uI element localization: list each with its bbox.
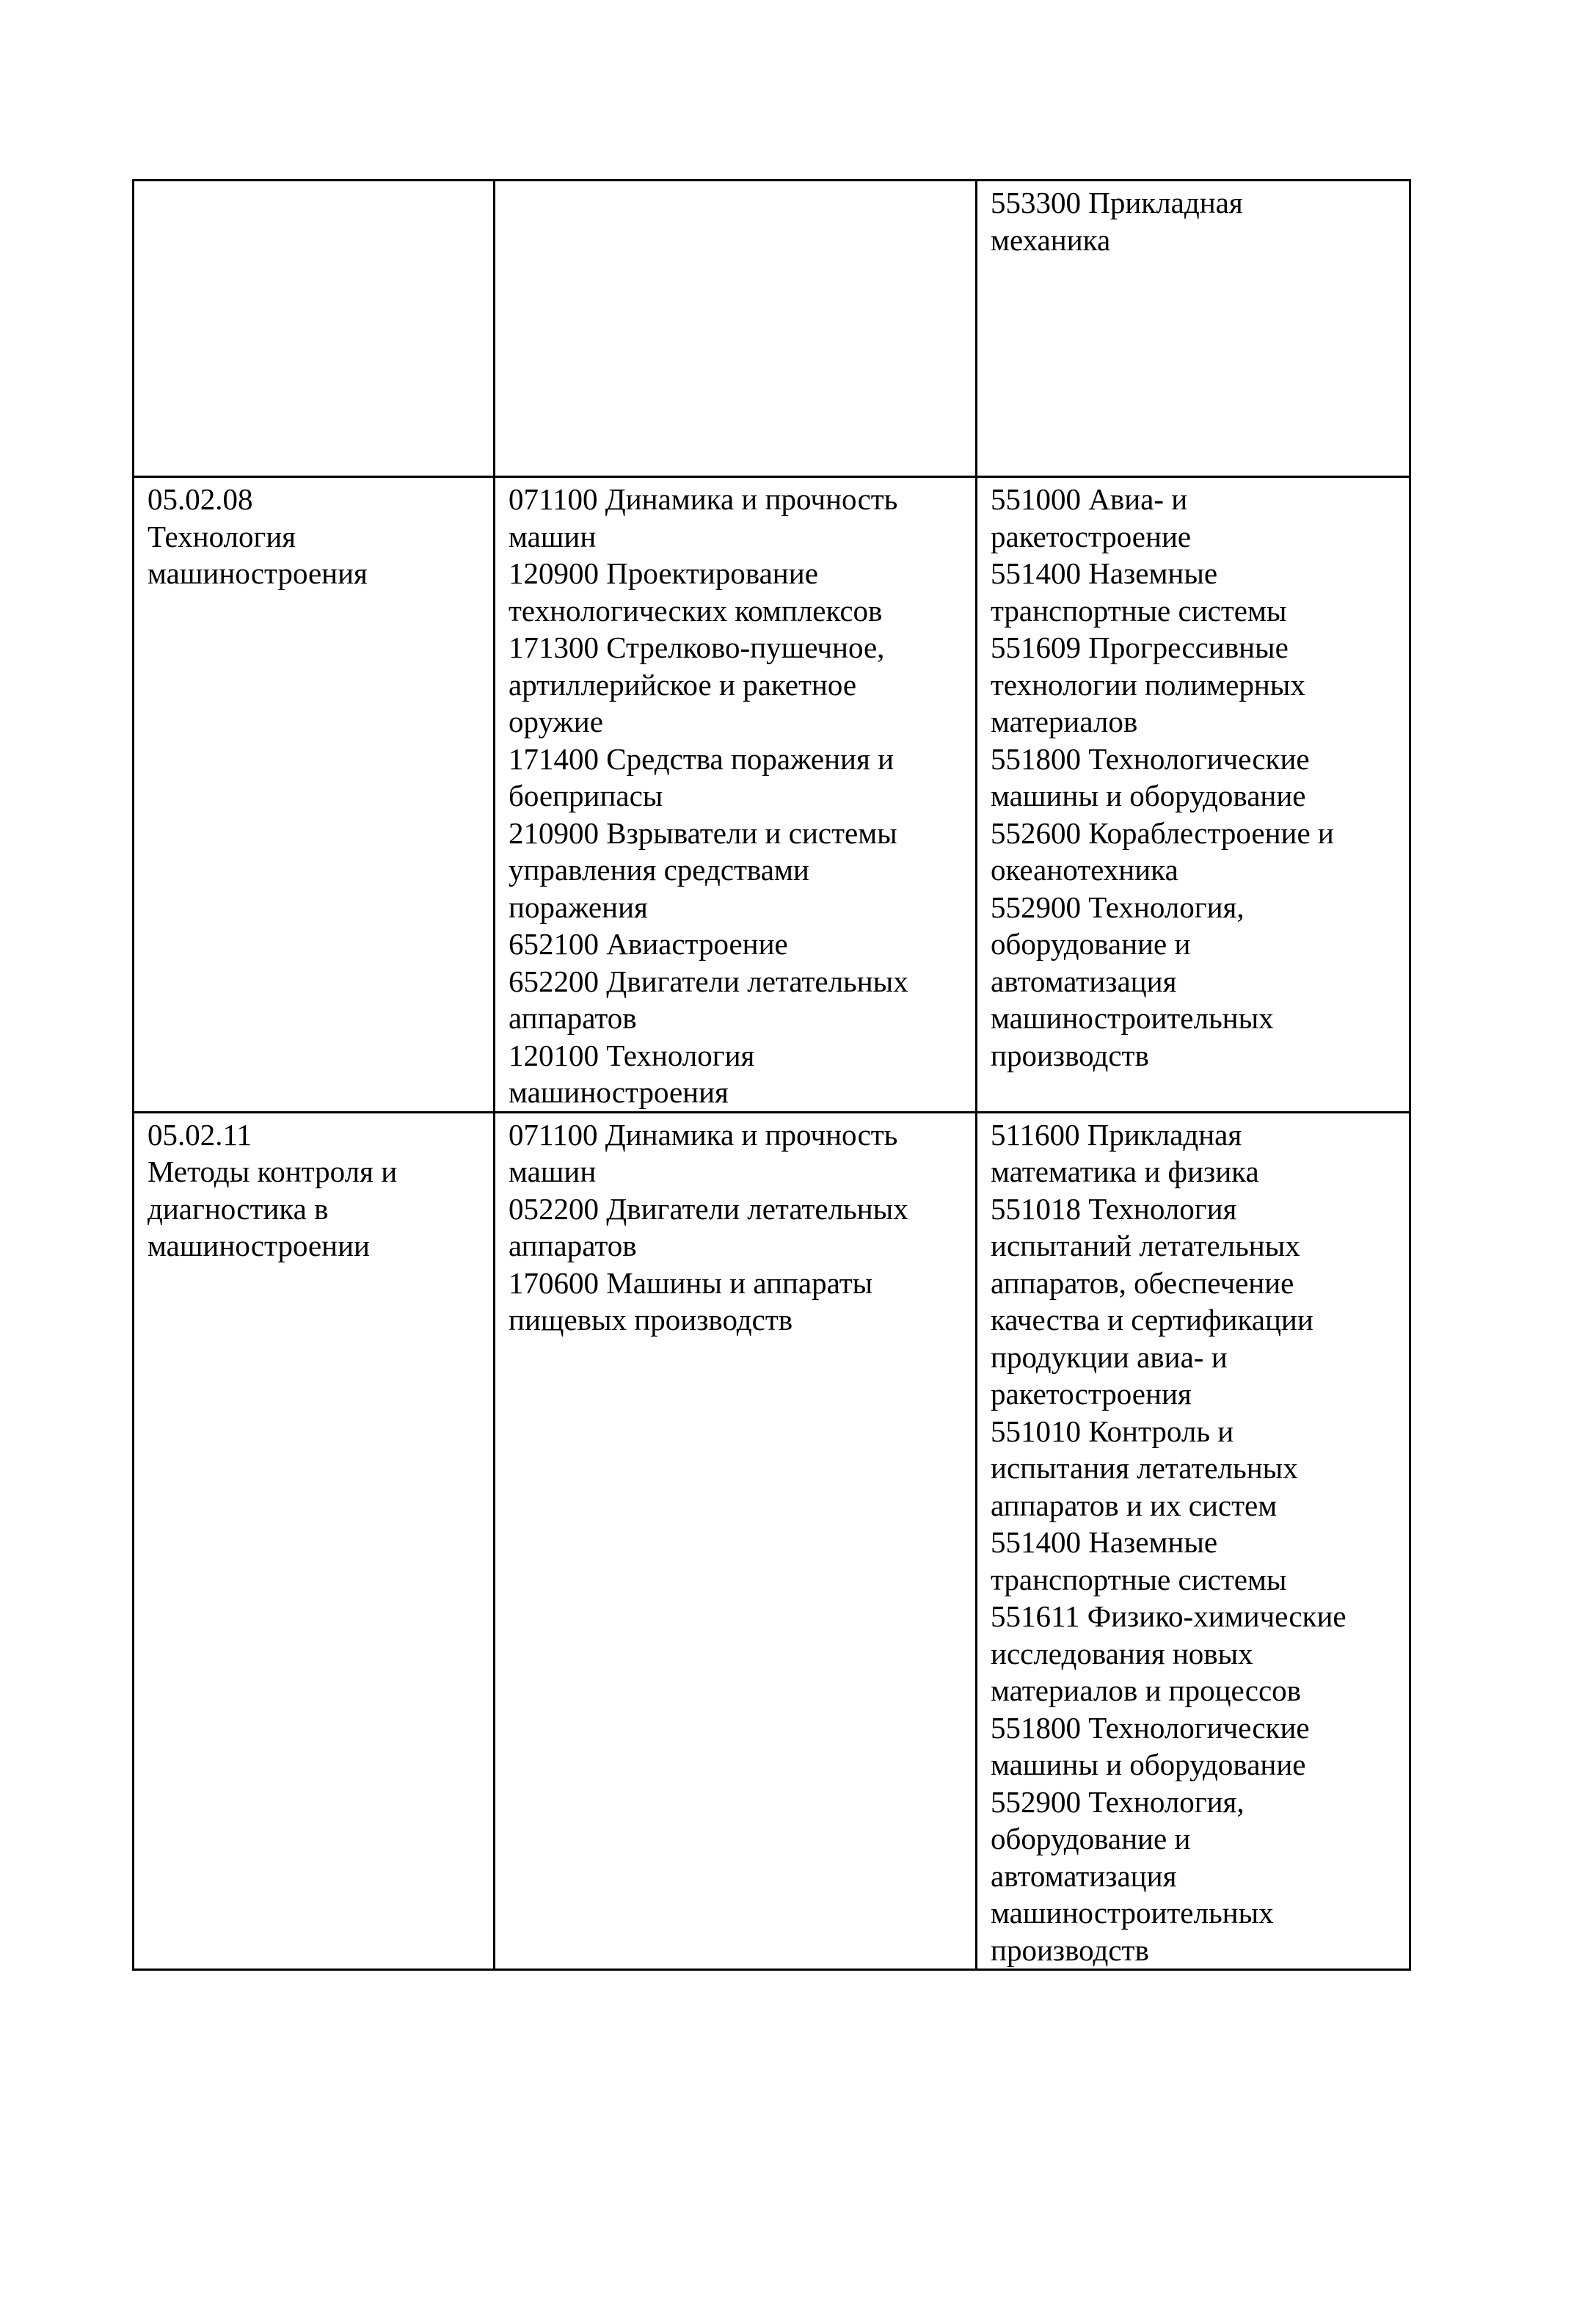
specialty-cell	[134, 181, 495, 477]
specialty-cell	[134, 1112, 495, 1970]
cell-text-line: аппаратов	[509, 1229, 637, 1262]
table-row	[134, 1112, 1410, 1970]
cell-text-line: автоматизация	[991, 1858, 1177, 1893]
bachelor-fields-cell	[977, 1112, 1410, 1970]
cell-text-line: 551611 Физико-химические	[991, 1599, 1347, 1633]
cell-text-line: машиностроительных	[991, 1896, 1274, 1930]
cell-text-line: 553300 Прикладная	[991, 186, 1243, 219]
cell-text-line: 551609 Прогрессивные	[991, 630, 1289, 664]
cell-text-line: материалов и процессов	[991, 1673, 1302, 1707]
cell-text-line: боеприпасы	[509, 779, 663, 813]
cell-text-line: математика и физика	[991, 1155, 1259, 1188]
cell-text-line: 511600 Прикладная	[991, 1117, 1242, 1152]
cell-text-line: ракетостроения	[991, 1377, 1192, 1411]
bachelor-fields-cell	[977, 181, 1410, 477]
cell-text-line: механика	[991, 222, 1111, 257]
cell-text-line: пищевых производств	[509, 1303, 793, 1337]
cell-text-line: 552600 Кораблестроение и	[991, 815, 1334, 850]
cell-text-line: океанотехника	[991, 853, 1178, 887]
cell-text-line: производств	[991, 1933, 1149, 1967]
cell-text-line: управления средствами	[509, 853, 809, 887]
cell-text-line: материалов	[991, 705, 1138, 738]
specialist-fields-cell	[495, 181, 977, 477]
cell-text-line: машиностроения	[509, 1075, 729, 1109]
cell-text-line: машин	[509, 519, 597, 553]
cell-text-line: исследования новых	[991, 1636, 1253, 1671]
specialty-table	[132, 179, 1411, 1971]
cell-text-line: продукции авиа- и	[991, 1339, 1228, 1374]
cell-text-line: Методы контроля и	[147, 1155, 398, 1188]
cell-text-line: оборудование и	[991, 927, 1191, 961]
cell-text-line: 551010 Контроль и	[991, 1414, 1234, 1448]
specialty-cell	[134, 477, 495, 1113]
cell-text-line: 171400 Средства поражения и	[509, 741, 894, 776]
cell-text-line: оборудование и	[991, 1822, 1191, 1855]
cell-text-line: 071100 Динамика и прочность	[509, 482, 898, 516]
cell-text-line: качества и сертификации	[991, 1303, 1313, 1337]
cell-text-line: машиностроении	[147, 1229, 370, 1262]
cell-text-line: машиностроительных	[991, 1001, 1274, 1035]
cell-text-line: машин	[509, 1155, 597, 1188]
cell-text-line: 551800 Технологические	[991, 741, 1310, 776]
bachelor-fields-cell	[977, 477, 1410, 1113]
cell-text-line: машины и оборудование	[991, 779, 1306, 813]
cell-text-line: машины и оборудование	[991, 1748, 1306, 1781]
cell-text-line: 052200 Двигатели летательных	[509, 1191, 908, 1226]
cell-text-line: 05.02.11	[147, 1117, 252, 1152]
cell-text-line: поражения	[509, 890, 648, 924]
specialist-fields-cell	[495, 1112, 977, 1970]
cell-text-line: 552900 Технология,	[991, 890, 1245, 924]
table-row	[134, 181, 1410, 477]
cell-text-line: 171300 Стрелково-пушечное,	[509, 630, 885, 664]
cell-text-line: производств	[991, 1038, 1149, 1072]
cell-text-line: 551400 Наземные	[991, 1525, 1218, 1559]
cell-text-line: транспортные системы	[991, 593, 1287, 628]
cell-text-line: автоматизация	[991, 964, 1177, 998]
cell-text-line: 170600 Машины и аппараты	[509, 1265, 873, 1300]
cell-text-line: аппаратов	[509, 1001, 637, 1035]
cell-text-line: артиллерийское и ракетное	[509, 667, 857, 702]
cell-text-line: 552900 Технология,	[991, 1784, 1245, 1819]
cell-text-line: испытания летательных	[991, 1451, 1298, 1485]
cell-text-line: 551000 Авиа- и	[991, 482, 1188, 516]
cell-text-line: транспортные системы	[991, 1562, 1287, 1596]
cell-text-line: 120100 Технология	[509, 1038, 755, 1072]
cell-text-line: 551400 Наземные	[991, 556, 1218, 590]
cell-text-line: машиностроения	[147, 556, 368, 590]
table-row	[134, 477, 1410, 1113]
cell-text-line: 120900 Проектирование	[509, 556, 818, 590]
cell-text-line: 652100 Авиастроение	[509, 927, 788, 961]
cell-text-line: диагностика в	[147, 1191, 329, 1226]
cell-text-line: испытаний летательных	[991, 1229, 1300, 1262]
specialist-fields-cell	[495, 477, 977, 1113]
cell-text-line: 551800 Технологические	[991, 1710, 1310, 1745]
cell-text-line: аппаратов и их систем	[991, 1488, 1278, 1522]
cell-text-line: технологических комплексов	[509, 593, 883, 628]
cell-text-line: 05.02.08	[147, 482, 253, 516]
cell-text-line: 551018 Технология	[991, 1191, 1237, 1226]
cell-text-line: технологии полимерных	[991, 667, 1305, 702]
cell-text-line: аппаратов, обеспечение	[991, 1265, 1294, 1300]
cell-text-line: 210900 Взрыватели и системы	[509, 815, 897, 850]
cell-text-line: оружие	[509, 705, 603, 738]
cell-text-line: ракетостроение	[991, 519, 1192, 553]
cell-text-line: 652200 Двигатели летательных	[509, 964, 908, 998]
cell-text-line: Технология	[147, 519, 296, 553]
cell-text-line: 071100 Динамика и прочность	[509, 1117, 898, 1152]
